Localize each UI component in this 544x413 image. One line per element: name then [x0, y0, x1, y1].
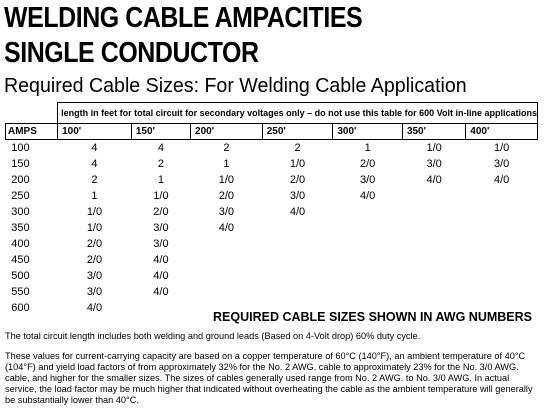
- cable-size-cell: [402, 188, 465, 204]
- amps-cell: 600: [11, 302, 30, 314]
- cable-size-cell: 3/0: [153, 222, 169, 234]
- cable-size-cell: [333, 268, 403, 284]
- cable-size-cell: [262, 252, 333, 268]
- table-row: [6, 220, 538, 236]
- cable-size-cell: 4/0: [153, 254, 169, 266]
- amps-column-header: AMPS: [6, 124, 58, 140]
- cable-size-cell: 4/0: [289, 206, 306, 218]
- length-column-header: 300': [333, 124, 403, 140]
- cable-size-cell: [466, 220, 538, 236]
- cable-size-cell: 3/0: [359, 174, 376, 186]
- table-row: [6, 188, 538, 204]
- cable-size-cell: 4/0: [153, 270, 169, 282]
- cable-size-cell: 4/0: [218, 222, 235, 234]
- table-row: [6, 236, 538, 252]
- table-row: [6, 204, 538, 220]
- cable-size-cell: 3/0: [426, 158, 442, 170]
- cable-size-cell: [191, 284, 263, 300]
- amps-cell: 450: [11, 254, 30, 266]
- cable-size-cell: 4: [91, 142, 98, 154]
- table-row: [6, 284, 538, 300]
- cable-size-cell: 1/0: [289, 158, 306, 170]
- footnote-capacity-basis: These values for current-carrying capacity are based on a copper temperature of 60°C (140°F), an ambient temperature of 40°C (104°F) and yield load factors of from approximately 32% for the No. 2 AWG. cable to approximately 23% for the No. 3/0 AWG. cable, and higher for the smaller sizes. The sizes of cables generally used range from No. 2 AWG. to No. 3/0 AWG. In actual service, the load factor may be much higher that indicated without overheating the cable as the ambient temperature will generally be substantially lower than 40°C.: [5, 351, 533, 405]
- cable-size-cell: 4/0: [86, 302, 103, 314]
- cable-size-cell: 4/0: [426, 174, 442, 186]
- cable-size-cell: 3/0: [86, 286, 103, 298]
- footnote-circuit-length: The total circuit length includes both welding and ground leads (Based on 4-Volt drop) 60% duty cycle.: [5, 331, 421, 341]
- cable-size-cell: 1: [91, 190, 98, 202]
- table-note-spacer: [6, 103, 58, 124]
- cable-size-cell: 2/0: [86, 254, 103, 266]
- cable-size-cell: 2: [157, 158, 164, 170]
- page-title-line-1: WELDING CABLE AMPACITIES: [4, 2, 363, 34]
- cable-size-cell: [402, 268, 465, 284]
- cable-size-cell: 2/0: [86, 238, 103, 250]
- table-row: [6, 140, 538, 157]
- cable-size-cell: 2: [294, 142, 301, 154]
- cable-size-cell: 2: [91, 174, 98, 186]
- table-body: [6, 140, 538, 317]
- amps-cell: 150: [11, 158, 30, 170]
- cable-size-cell: [262, 220, 333, 236]
- length-column-header: 400': [466, 124, 538, 140]
- cable-size-cell: 4/0: [494, 174, 510, 186]
- amps-cell: 200: [11, 174, 30, 186]
- table-note-row: [6, 103, 538, 124]
- amps-cell: 100: [11, 142, 30, 154]
- cable-size-cell: 3/0: [153, 238, 169, 250]
- table-row: [6, 156, 538, 172]
- cable-size-cell: 2/0: [218, 190, 235, 202]
- cable-size-cell: 1: [223, 158, 230, 170]
- cable-size-cell: [466, 252, 538, 268]
- cable-size-cell: 2/0: [289, 174, 306, 186]
- cable-size-cell: [262, 268, 333, 284]
- table-column-header-row: [6, 124, 538, 140]
- amps-cell: 550: [11, 286, 30, 298]
- cable-size-cell: [402, 220, 465, 236]
- amps-cell: 300: [11, 206, 30, 218]
- amps-cell: 350: [11, 222, 30, 234]
- cable-size-cell: 1/0: [153, 190, 169, 202]
- cable-size-cell: [402, 204, 465, 220]
- cable-size-cell: 1/0: [86, 206, 103, 218]
- cable-size-cell: [402, 236, 465, 252]
- cable-size-cell: [333, 236, 403, 252]
- cable-size-cell: 3/0: [218, 206, 235, 218]
- cable-size-cell: 2/0: [359, 158, 376, 170]
- page-subtitle: Required Cable Sizes: For Welding Cable Application: [4, 75, 467, 97]
- length-column-header: 100': [58, 124, 132, 140]
- cable-size-cell: [466, 236, 538, 252]
- cable-size-cell: [333, 220, 403, 236]
- cable-size-cell: [466, 284, 538, 300]
- cable-size-cell: [333, 252, 403, 268]
- table-row: [6, 252, 538, 268]
- cable-size-cell: 1: [364, 142, 371, 154]
- cable-size-cell: [333, 284, 403, 300]
- cable-size-cell: [191, 236, 263, 252]
- table-row: [6, 172, 538, 188]
- cable-size-cell: 3/0: [86, 270, 103, 282]
- table-header-note: length in feet for total circuit for secondary voltages only – do not use this table for 600 Volt in-line applications: [58, 103, 538, 124]
- cable-size-cell: 1/0: [86, 222, 103, 234]
- cable-size-cell: 4: [91, 158, 98, 170]
- cable-size-cell: [191, 252, 263, 268]
- ampacity-table: [5, 102, 538, 316]
- cable-size-cell: [191, 268, 263, 284]
- cable-size-cell: 1: [157, 174, 164, 186]
- cable-size-cell: 1/0: [218, 174, 235, 186]
- cable-size-cell: [466, 268, 538, 284]
- cable-size-cell: [262, 236, 333, 252]
- amps-cell: 500: [11, 270, 30, 282]
- cable-size-cell: [262, 284, 333, 300]
- cable-size-cell: 2: [223, 142, 230, 154]
- required-sizes-label: REQUIRED CABLE SIZES SHOWN IN AWG NUMBERS: [213, 310, 532, 324]
- cable-size-cell: 4/0: [153, 286, 169, 298]
- cable-size-cell: 2/0: [153, 206, 169, 218]
- cable-size-cell: [402, 252, 465, 268]
- cable-size-cell: 1/0: [494, 142, 510, 154]
- cable-size-cell: [402, 284, 465, 300]
- cable-size-cell: 4/0: [359, 190, 376, 202]
- length-column-header: 350': [402, 124, 465, 140]
- cable-size-cell: [333, 204, 403, 220]
- cable-size-cell: [466, 204, 538, 220]
- length-column-header: 150': [131, 124, 190, 140]
- cable-size-cell: [131, 300, 190, 316]
- length-column-header: 250': [262, 124, 333, 140]
- page-title-line-2: SINGLE CONDUCTOR: [4, 37, 259, 69]
- cable-size-cell: [466, 188, 538, 204]
- table-row: [6, 268, 538, 284]
- length-column-header: 200': [191, 124, 263, 140]
- cable-size-cell: 1/0: [426, 142, 442, 154]
- cable-size-cell: 3/0: [494, 158, 510, 170]
- cable-size-cell: 3/0: [289, 190, 306, 202]
- amps-cell: 400: [11, 238, 30, 250]
- cable-size-cell: 4: [157, 142, 164, 154]
- amps-cell: 250: [11, 190, 30, 202]
